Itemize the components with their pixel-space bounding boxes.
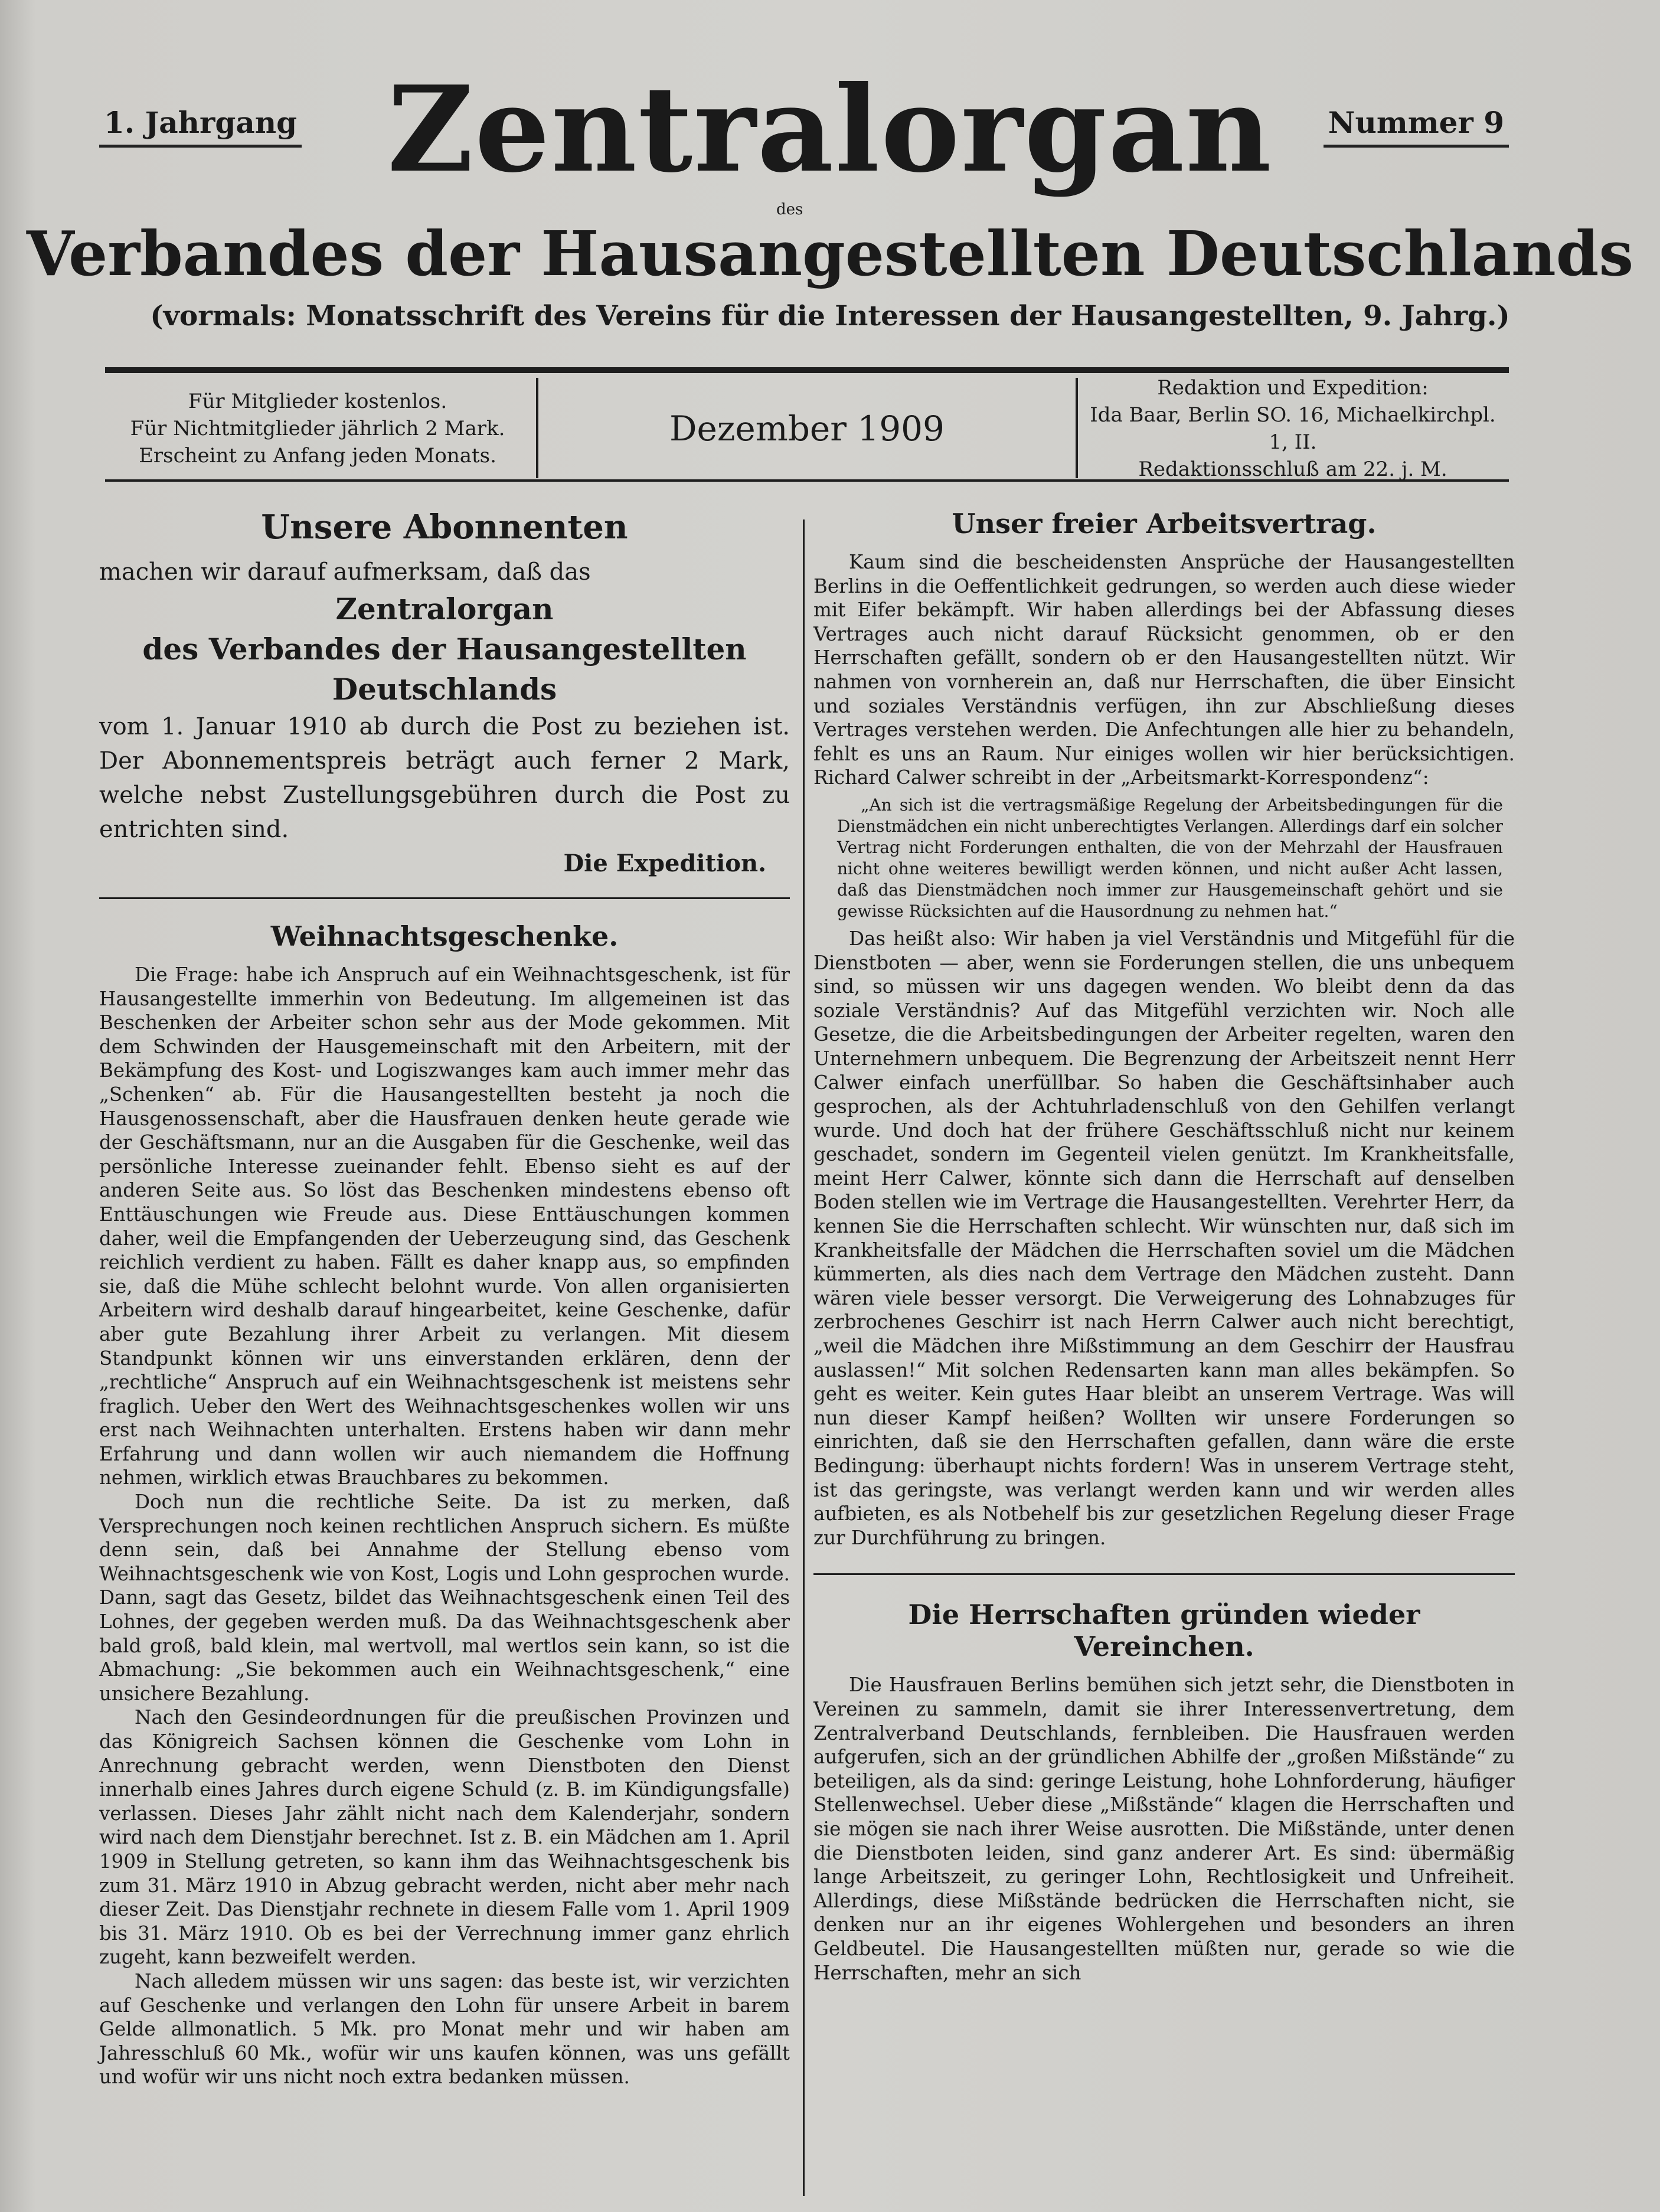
article-heading: Unser freier Arbeitsvertrag.	[952, 508, 1377, 540]
article-paragraph: Das heißt also: Wir haben ja viel Verständnis und Mitgefühl für die Dienstboten — aber, wenn sie Forderungen stellen, die uns unbequem sind, so müssen wir uns dagegen wenden. Wo bleibt denn da das soziale Verständnis? Auf das Mitgefühl verzichten wir. Noch alle Gesetze, die die Arbeitsbedingungen der Arbeiter regelten, waren den Unternehmern unbequem. Die Begrenzung der Arbeitszeit nennt Herr Calwer einfach unerfüllbar. So haben die Geschäftsinhaber auch gesprochen, als der Achtuhrladenschluß von den Gehilfen verlangt wurde. Und doch hat der frühere Geschäftsschluß nicht nur keinem geschadet, sondern im Gegenteil vielen genützt. Im Krankheitsfalle, meint Herr Calwer, könnte sich dann die Herrschaft auf denselben Boden stellen wie im Vertrage die Hausangestellten. Verehrter Herr, da kennen Sie die Herrschaften schlecht. Wir wünschten nur, daß sich im Krankheitsfalle der Mädchen die Herrschaften soviel um die Mädchen kümmerten, als dies nach dem Vertrage den Mädchen zusteht. Dann wären viele besser versorgt. Die Verweigerung des Lohnabzuges für zerbrochenes Geschirr ist nach Herrn Calwer auch nicht berechtigt, „weil die Mädchen ihre Mißstimmung an dem Geschirr der Hausfrau auslassen!“ Mit solchen Redensarten kann man alles bekämpfen. So geht es weiter. Kein gutes Haar bleibt an unserem Vertrage. Was will nun dieser Kampf heißen? Wollten wir unsere Forderungen so einrichten, daß sie den Herrschaften gefallen, dann wäre die erste Bedingung: überhaupt nichts fordern! Was in unserem Vertrage steht, ist das geringste, was verlangt werden kann und wir werden alles aufbieten, es als Notbehelf bis zur gesetzlichen Regelung dieser Frage zur Durchführung zu bringen.	[813, 927, 1515, 1549]
title-connector: des	[776, 201, 803, 218]
subscription-info	[105, 383, 530, 475]
newspaper-title: Zentralorgan	[387, 60, 1273, 199]
notice-heading: Unsere Abonnenten	[261, 508, 628, 547]
editorial-line: Redaktion und Expedition:	[1157, 376, 1429, 400]
article-paragraph: Doch nun die rechtliche Seite. Da ist zu merken, daß Versprechungen noch keinen rechtlichen Anspruch sichern. Es müßte denn sein, daß bei Annahme der Stellung ebenso vom Weihnachtsgeschenk wie von Kost, Logis und Lohn gesprochen wurde. Dann, sagt das Gesetz, bildet das Weihnachtsgeschenk einen Teil des Lohnes, der gegeben werden muß. Da das Weihnachtsgeschenk aber bald groß, bald klein, mal wertvoll, mal wertlos sein kann, so ist die Abmachung: „Sie bekommen auch ein Weihnachtsgeschenk,“ eine unsichere Bezahlung.	[99, 1491, 790, 1705]
issue-number: Nummer 9	[1324, 105, 1509, 148]
article-heading: Die Herrschaften gründen wieder Vereinchen.	[908, 1599, 1420, 1663]
subscriber-notice	[99, 508, 790, 881]
article-heading: Weihnachtsgeschenke.	[270, 920, 619, 952]
notice-intro: machen wir darauf aufmerksam, daß das	[99, 558, 591, 586]
issue-date: Dezember 1909	[669, 409, 945, 449]
editorial-line: Redaktionsschluß am 22. j. M.	[1138, 458, 1447, 481]
former-title-note: (vormals: Monatsschrift des Vereins für die Interessen der Hausangestellten, 9. Jahrg.)	[150, 300, 1510, 332]
section-rule	[813, 1573, 1515, 1575]
subscription-line: Für Nichtmitglieder jährlich 2 Mark.	[130, 417, 505, 440]
column-divider	[803, 519, 805, 2196]
notice-title: Zentralorgan	[335, 592, 554, 626]
left-column	[99, 508, 790, 2089]
editorial-line: Ida Baar, Berlin SO. 16, Michaelkirchpl. 1, II.	[1090, 403, 1496, 454]
article-work-contract	[813, 508, 1515, 1550]
notice-signature: Die Expedition.	[563, 849, 766, 877]
article-paragraph: Kaum sind die bescheidensten Ansprüche der Hausangestellten Berlins in die Oeffentlichkeit gedrungen, so werden auch diese wieder mit Eifer bekämpft. Wir haben allerdings bei der Abfassung dieses Vertrages auch nicht darauf Rücksicht genommen, ob er den Herrschaften gefällt, sondern ob er den Hausangestellten nützt. Wir nahmen von vornherein an, daß nur Herrschaften, die über Einsicht und soziales Verständnis verfügen, ihn zur Abschließung dieses Vertrages verstehen werden. Die Anfechtungen alle hier zu behandeln, fehlt es uns an Raum. Nur einiges wollen wir hier berücksichtigen. Richard Calwer schreibt in der „Arbeitsmarkt-Korrespondenz“:	[813, 551, 1515, 789]
notice-title-line2: des Verbandes der Hausangestellten Deutschlands	[142, 632, 747, 707]
notice-body: vom 1. Januar 1910 ab durch die Post zu beziehen ist. Der Abonnementspreis beträgt auch ferner 2 Mark, welche nebst Zustellungsgebühren durch die Post zu entrichten sind.	[99, 713, 790, 843]
volume-label: 1. Jahrgang	[99, 105, 302, 148]
article-christmas-gifts	[99, 920, 790, 2089]
subscription-line: Für Mitglieder kostenlos.	[188, 390, 447, 413]
newspaper-subtitle: Verbandes der Hausangestellten Deutschlands	[26, 217, 1634, 290]
article-paragraph: Nach den Gesindeordnungen für die preußischen Provinzen und das Königreich Sachsen können die Geschenke vom Lohn in Anrechnung gebracht werden, wenn Dienstboten den Dienst innerhalb eines Jahres durch eigene Schuld (z. B. im Kündigungsfalle) verlassen. Dieses Jahr zählt nicht nach dem Kalenderjahr, sondern wird nach dem Dienstjahr berechnet. Ist z. B. ein Mädchen am 1. April 1909 in Stellung getreten, so kann ihm das Weihnachtsgeschenk bis zum 31. März 1910 in Abzug gebracht werden, nicht aber mehr nach dieser Zeit. Das Dienstjahr rechnete in diesem Falle vom 1. April 1909 bis 31. März 1910. Ob es bei der Verrechnung immer ganz ehrlich zugeht, kann bezweifelt werden.	[99, 1706, 790, 1969]
article-paragraph: Die Frage: habe ich Anspruch auf ein Weihnachtsgeschenk, ist für Hausangestellte immerhin von Bedeutung. Im allgemeinen ist das Beschenken der Arbeiter schon sehr aus der Mode gekommen. Mit dem Schwinden der Hausgemeinschaft mit den Arbeitern, mit der Bekämpfung des Kost- und Logiszwanges kam auch immer mehr das „Schenken“ ab. Für die Hausangestellten besteht ja noch die Hausgenossenschaft, aber die Hausfrauen denken heute gerade wie der Geschäftsmann, nur an die Ausgaben für die Geschenke, weil das persönliche Interesse zueinander fehlt. Ebenso sieht es auf der anderen Seite aus. So löst das Beschenken mindestens ebenso oft Enttäuschungen wie Freude aus. Diese Enttäuschungen kommen daher, weil die Empfangenden der Ueberzeugung sind, das Geschenk reichlich verdient zu haben. Fällt es daher knapp aus, so empfinden sie, daß die Mühe schlecht belohnt wurde. Von allen organisierten Arbeitern wird deshalb darauf hingearbeitet, keine Geschenke, dafür aber gute Bezahlung ihrer Arbeit zu verlangen. Mit diesem Standpunkt können wir uns einverstanden erklären, denn der „rechtliche“ Anspruch auf ein Weihnachtsgeschenk ist meistens sehr fraglich. Ueber den Wert des Weihnachtsgeschenkes wollen wir uns erst nach Weihnachten unterhalten. Erstens haben wir dann mehr Erfahrung und dann wollen wir auch niemandem die Hoffnung nehmen, wirklich etwas Brauchbares zu bekommen.	[99, 963, 790, 1489]
section-rule	[99, 897, 790, 899]
article-paragraph: Die Hausfrauen Berlins bemühen sich jetzt sehr, die Dienstboten in Vereinen zu sammeln, damit sie ihrer Interessenvertretung, dem Zentralverband Deutschlands, fernbleiben. Die Hausfrauen werden aufgerufen, sich an der gründlichen Abhilfe der „großen Mißstände“ zu beteiligen, als da sind: geringe Leistung, hohe Lohnforderung, häufiger Stellenwechsel. Ueber diese „Mißstände“ klagen die Herrschaften und sie mögen sie nach ihrer Weise ausrotten. Die Mißstände, unter denen die Dienstboten leiden, sind ganz anderer Art. Es sind: übermäßig lange Arbeitszeit, zu geringer Lohn, Rechtlosigkeit und Unfreiheit. Allerdings, diese Mißstände bedrücken die Herrschaften nicht, sie denken nur an ihr eigenes Wohlergehen und besonders an ihren Geldbeutel. Die Hausangestellten müßten nur, gerade so wie die Herrschaften, mehr an sich	[813, 1674, 1515, 1984]
article-paragraph: Nach alledem müssen wir uns sagen: das beste ist, wir verzichten auf Geschenke und verlangen den Lohn für unsere Arbeit in barem Gelde allmonatlich. 5 Mk. pro Monat mehr und wir haben am Jahresschluß 60 Mk., wofür wir uns kaufen können, was uns gefällt und wofür wir uns nicht noch extra bedanken müssen.	[99, 1969, 790, 2089]
info-top-rule	[105, 367, 1509, 373]
info-divider-right	[1076, 378, 1078, 478]
editorial-info	[1080, 376, 1505, 481]
article-quote: „An sich ist die vertragsmäßige Regelung der Arbeitsbedingungen für die Dienstmädchen ein nicht unberechtigtes Verlangen. Allerdings darf ein solcher Vertrag nicht Forderungen enthalten, die von der Mehrzahl der Hausfrauen nicht ohne weiteres bewilligt werden können, und nicht außer Acht lassen, daß das Dienstmädchen noch immer zur Hausgemeinschaft gehört und sie gewisse Rücksichten auf die Hausordnung zu nehmen hat.“	[837, 795, 1503, 921]
right-column	[813, 508, 1515, 1985]
article-employer-clubs	[813, 1599, 1515, 1985]
subscription-line: Erscheint zu Anfang jeden Monats.	[139, 444, 496, 468]
